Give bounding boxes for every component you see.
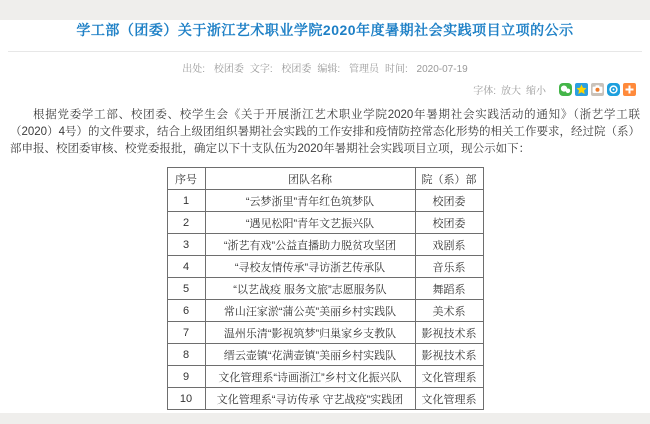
row-index-cell: 9 <box>167 366 205 388</box>
projects-table-body <box>167 190 483 410</box>
department-cell: 文化管理系 <box>415 388 483 410</box>
department-cell: 影视技术系 <box>415 322 483 344</box>
projects-table-column-header: 院（系）部 <box>415 168 483 190</box>
department-cell: 舞蹈系 <box>415 278 483 300</box>
department-cell: 文化管理系 <box>415 366 483 388</box>
table-row <box>167 190 483 212</box>
qzone-share-icon[interactable] <box>575 83 588 96</box>
font-zoom-in-link[interactable]: 放大 <box>501 86 521 97</box>
department-cell: 校团委 <box>415 190 483 212</box>
row-index-cell: 1 <box>167 190 205 212</box>
team-name-cell: “浙艺有戏”公益直播助力脱贫攻坚团 <box>205 234 415 256</box>
meta-time-value: 2020-07-19 <box>416 64 468 75</box>
meta-writer-value: 校团委 <box>281 64 312 75</box>
page-title: 学工部（团委）关于浙江艺术职业学院2020年度暑期社会实践项目立项的公示 <box>76 22 574 38</box>
team-name-cell: “寻校友情传承”寻访浙艺传承队 <box>205 256 415 278</box>
meta-writer-label: 文字: <box>249 64 276 75</box>
team-name-cell: “以艺战疫 服务文旅”志愿服务队 <box>205 278 415 300</box>
meta-time-label: 时间: <box>384 64 411 75</box>
row-index-cell: 8 <box>167 344 205 366</box>
team-name-cell: 缙云壶镇“花满壶镇”美丽乡村实践队 <box>205 344 415 366</box>
table-row <box>167 278 483 300</box>
team-name-cell: 文化管理系“诗画浙江”乡村文化振兴队 <box>205 366 415 388</box>
font-zoom-out-link[interactable]: 缩小 <box>526 86 546 97</box>
meta-editor-label: 编辑: <box>317 64 343 75</box>
meta-editor-value: 管理员 <box>348 64 379 75</box>
projects-table <box>167 167 484 410</box>
row-index-cell: 5 <box>167 278 205 300</box>
department-cell: 影视技术系 <box>415 344 483 366</box>
team-name-cell: 文化管理系“寻访传承 守艺战疫”实践团 <box>205 388 415 410</box>
qq-share-icon[interactable] <box>607 83 620 96</box>
team-name-cell: “云梦浙里”青年红色筑梦队 <box>205 190 415 212</box>
announcement-body-paragraph: 根据党委学工部、校团委、校学生会《关于开展浙江艺术职业学院2020年暑期社会实践活动的通知》（浙艺学工联（2020）4号）的文件要求，结合上级团组织暑期社会实践的工作安排和疫情防控常态化形势的相关工作要求，经过院（系）部申报、校团委审核、校党委报批，确定以下十支队伍为2020年暑期社会实践项目立项，现公示如下： <box>10 109 640 155</box>
meta-source-label: 出处: <box>182 64 208 75</box>
department-cell: 美术系 <box>415 300 483 322</box>
title-divider <box>8 51 642 52</box>
department-cell: 校团委 <box>415 212 483 234</box>
row-index-cell: 6 <box>167 300 205 322</box>
more-share-icon[interactable] <box>623 83 636 96</box>
table-row <box>167 344 483 366</box>
department-cell: 音乐系 <box>415 256 483 278</box>
table-row <box>167 212 483 234</box>
team-name-cell: 温州乐清“影视筑梦”归巢家乡支教队 <box>205 322 415 344</box>
table-row <box>167 322 483 344</box>
row-index-cell: 4 <box>167 256 205 278</box>
table-row <box>167 234 483 256</box>
row-index-cell: 2 <box>167 212 205 234</box>
table-row <box>167 366 483 388</box>
row-index-cell: 7 <box>167 322 205 344</box>
projects-table-column-header: 团队名称 <box>205 168 415 190</box>
row-index-cell: 3 <box>167 234 205 256</box>
team-name-cell: “遇见松阳”青年文艺振兴队 <box>205 212 415 234</box>
wechat-share-icon[interactable] <box>559 83 572 96</box>
font-and-share-toolbar <box>0 82 650 97</box>
table-row <box>167 388 483 410</box>
font-size-label: 字体: <box>473 86 496 97</box>
camera-share-icon[interactable] <box>591 83 604 96</box>
meta-source-value: 校团委 <box>213 64 244 75</box>
table-row <box>167 256 483 278</box>
table-row <box>167 300 483 322</box>
department-cell: 戏剧系 <box>415 234 483 256</box>
projects-table-column-header: 序号 <box>167 168 205 190</box>
team-name-cell: 常山汪家淤“蒲公英”美丽乡村实践队 <box>205 300 415 322</box>
article-meta <box>0 60 650 75</box>
row-index-cell: 10 <box>167 388 205 410</box>
projects-table-header-row <box>167 168 483 190</box>
announcement-page <box>0 20 650 413</box>
share-icons-group <box>559 83 636 96</box>
